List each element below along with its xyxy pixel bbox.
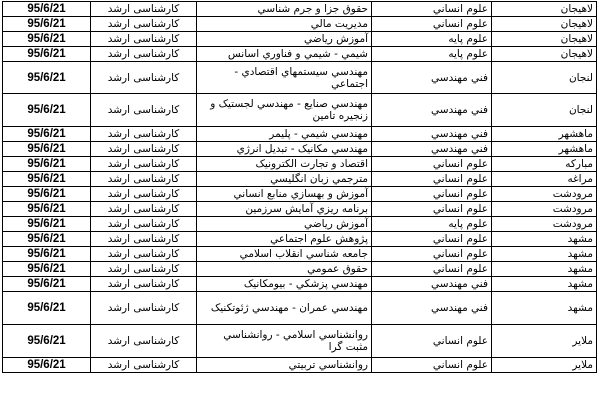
table-row xyxy=(3,94,597,127)
group-cell: علوم پايه xyxy=(372,32,492,47)
city-cell: مرودشت xyxy=(492,202,597,217)
degree-cell: کارشناسی ارشد xyxy=(91,292,197,325)
field-cell: مهندسي پزشکي - بيومکانيک xyxy=(197,277,372,292)
degree-cell: کارشناسی ارشد xyxy=(91,2,197,17)
degree-cell: کارشناسی ارشد xyxy=(91,217,197,232)
city-cell: مشهد xyxy=(492,247,597,262)
city-cell: مراغه xyxy=(492,172,597,187)
date-cell: 95/6/21 xyxy=(3,62,91,94)
field-cell: برنامه ريزي آمايش سرزمين xyxy=(197,202,372,217)
table-row xyxy=(3,232,597,247)
degree-cell: کارشناسی ارشد xyxy=(91,358,197,373)
table-row xyxy=(3,142,597,157)
group-cell: علوم انساني xyxy=(372,262,492,277)
degree-cell: کارشناسی ارشد xyxy=(91,127,197,142)
city-cell: لاهيجان xyxy=(492,32,597,47)
degree-cell: کارشناسی ارشد xyxy=(91,62,197,94)
degree-cell: کارشناسی ارشد xyxy=(91,187,197,202)
table-row xyxy=(3,32,597,47)
date-cell: 95/6/21 xyxy=(3,157,91,172)
city-cell: مشهد xyxy=(492,232,597,247)
group-cell: علوم انساني xyxy=(372,232,492,247)
table-row xyxy=(3,262,597,277)
group-cell: فني مهندسي xyxy=(372,292,492,325)
city-cell: مرودشت xyxy=(492,217,597,232)
degree-cell: کارشناسی ارشد xyxy=(91,17,197,32)
field-cell: شيمي - شيمي و فناوري اسانس xyxy=(197,47,372,62)
group-cell: علوم انساني xyxy=(372,157,492,172)
city-cell: ماهشهر xyxy=(492,127,597,142)
field-cell: مديريت مالي xyxy=(197,17,372,32)
city-cell: مبارکه xyxy=(492,157,597,172)
table-row xyxy=(3,217,597,232)
city-cell: مشهد xyxy=(492,277,597,292)
table-row xyxy=(3,202,597,217)
admissions-table xyxy=(2,1,597,373)
group-cell: علوم انساني xyxy=(372,17,492,32)
group-cell: علوم انساني xyxy=(372,202,492,217)
date-cell: 95/6/21 xyxy=(3,358,91,373)
date-cell: 95/6/21 xyxy=(3,247,91,262)
degree-cell: کارشناسی ارشد xyxy=(91,202,197,217)
degree-cell: کارشناسی ارشد xyxy=(91,262,197,277)
degree-cell: کارشناسی ارشد xyxy=(91,94,197,127)
group-cell: علوم انساني xyxy=(372,187,492,202)
table-row xyxy=(3,17,597,32)
city-cell: ماهشهر xyxy=(492,142,597,157)
group-cell: فني مهندسي xyxy=(372,142,492,157)
table-row xyxy=(3,358,597,373)
date-cell: 95/6/21 xyxy=(3,17,91,32)
date-cell: 95/6/21 xyxy=(3,232,91,247)
city-cell: مشهد xyxy=(492,292,597,325)
field-cell: مهندسي صنايع - مهندسي لجستيک و زنجيره تامين xyxy=(197,94,372,127)
field-cell: آموزش و بهسازي منابع انساني xyxy=(197,187,372,202)
table-row xyxy=(3,157,597,172)
date-cell: 95/6/21 xyxy=(3,217,91,232)
table-row xyxy=(3,47,597,62)
date-cell: 95/6/21 xyxy=(3,292,91,325)
degree-cell: کارشناسی ارشد xyxy=(91,232,197,247)
field-cell: جامعه شناسي انقلاب اسلامي xyxy=(197,247,372,262)
date-cell: 95/6/21 xyxy=(3,127,91,142)
degree-cell: کارشناسی ارشد xyxy=(91,47,197,62)
group-cell: علوم انساني xyxy=(372,2,492,17)
table-row xyxy=(3,187,597,202)
table-row xyxy=(3,62,597,94)
field-cell: مهندسي سيستمهاي اقتصادي - اجتماعي xyxy=(197,62,372,94)
field-cell: حقوق عمومي xyxy=(197,262,372,277)
field-cell: مهندسي عمران - مهندسي ژئوتکنيک xyxy=(197,292,372,325)
group-cell: فني مهندسي xyxy=(372,62,492,94)
table-row xyxy=(3,277,597,292)
date-cell: 95/6/21 xyxy=(3,187,91,202)
field-cell: اقتصاد و تجارت الکترونيک xyxy=(197,157,372,172)
date-cell: 95/6/21 xyxy=(3,2,91,17)
city-cell: ملاير xyxy=(492,358,597,373)
field-cell: مترجمي زبان انگليسي xyxy=(197,172,372,187)
group-cell: فني مهندسي xyxy=(372,127,492,142)
date-cell: 95/6/21 xyxy=(3,142,91,157)
degree-cell: کارشناسی ارشد xyxy=(91,325,197,358)
field-cell: روانشناسي تربيتي xyxy=(197,358,372,373)
city-cell: مرودشت xyxy=(492,187,597,202)
group-cell: فني مهندسي xyxy=(372,277,492,292)
degree-cell: کارشناسی ارشد xyxy=(91,142,197,157)
date-cell: 95/6/21 xyxy=(3,32,91,47)
city-cell: مشهد xyxy=(492,262,597,277)
table-row xyxy=(3,325,597,358)
degree-cell: کارشناسی ارشد xyxy=(91,32,197,47)
group-cell: علوم پايه xyxy=(372,47,492,62)
field-cell: مهندسي شيمي - پليمر xyxy=(197,127,372,142)
group-cell: علوم انساني xyxy=(372,172,492,187)
city-cell: ملاير xyxy=(492,325,597,358)
group-cell: فني مهندسي xyxy=(372,94,492,127)
group-cell: علوم انساني xyxy=(372,247,492,262)
date-cell: 95/6/21 xyxy=(3,47,91,62)
date-cell: 95/6/21 xyxy=(3,94,91,127)
city-cell: لاهيجان xyxy=(492,17,597,32)
date-cell: 95/6/21 xyxy=(3,202,91,217)
date-cell: 95/6/21 xyxy=(3,262,91,277)
city-cell: لاهيجان xyxy=(492,2,597,17)
table-row xyxy=(3,2,597,17)
field-cell: روانشناسي اسلامي - روانشناسي مثبت گرا xyxy=(197,325,372,358)
degree-cell: کارشناسی ارشد xyxy=(91,247,197,262)
city-cell: لنجان xyxy=(492,94,597,127)
date-cell: 95/6/21 xyxy=(3,172,91,187)
degree-cell: کارشناسی ارشد xyxy=(91,277,197,292)
table-row xyxy=(3,172,597,187)
group-cell: علوم پايه xyxy=(372,217,492,232)
degree-cell: کارشناسی ارشد xyxy=(91,157,197,172)
table-row xyxy=(3,247,597,262)
table-row xyxy=(3,127,597,142)
degree-cell: کارشناسی ارشد xyxy=(91,172,197,187)
field-cell: آموزش رياضي xyxy=(197,217,372,232)
table-row xyxy=(3,292,597,325)
city-cell: لنجان xyxy=(492,62,597,94)
date-cell: 95/6/21 xyxy=(3,325,91,358)
group-cell: علوم انساني xyxy=(372,358,492,373)
field-cell: پژوهش علوم اجتماعي xyxy=(197,232,372,247)
date-cell: 95/6/21 xyxy=(3,277,91,292)
field-cell: حقوق جزا و جرم شناسي xyxy=(197,2,372,17)
table-body xyxy=(3,2,597,373)
field-cell: مهندسي مکانيک - تبديل انرژي xyxy=(197,142,372,157)
group-cell: علوم انساني xyxy=(372,325,492,358)
city-cell: لاهيجان xyxy=(492,47,597,62)
field-cell: آموزش رياضي xyxy=(197,32,372,47)
